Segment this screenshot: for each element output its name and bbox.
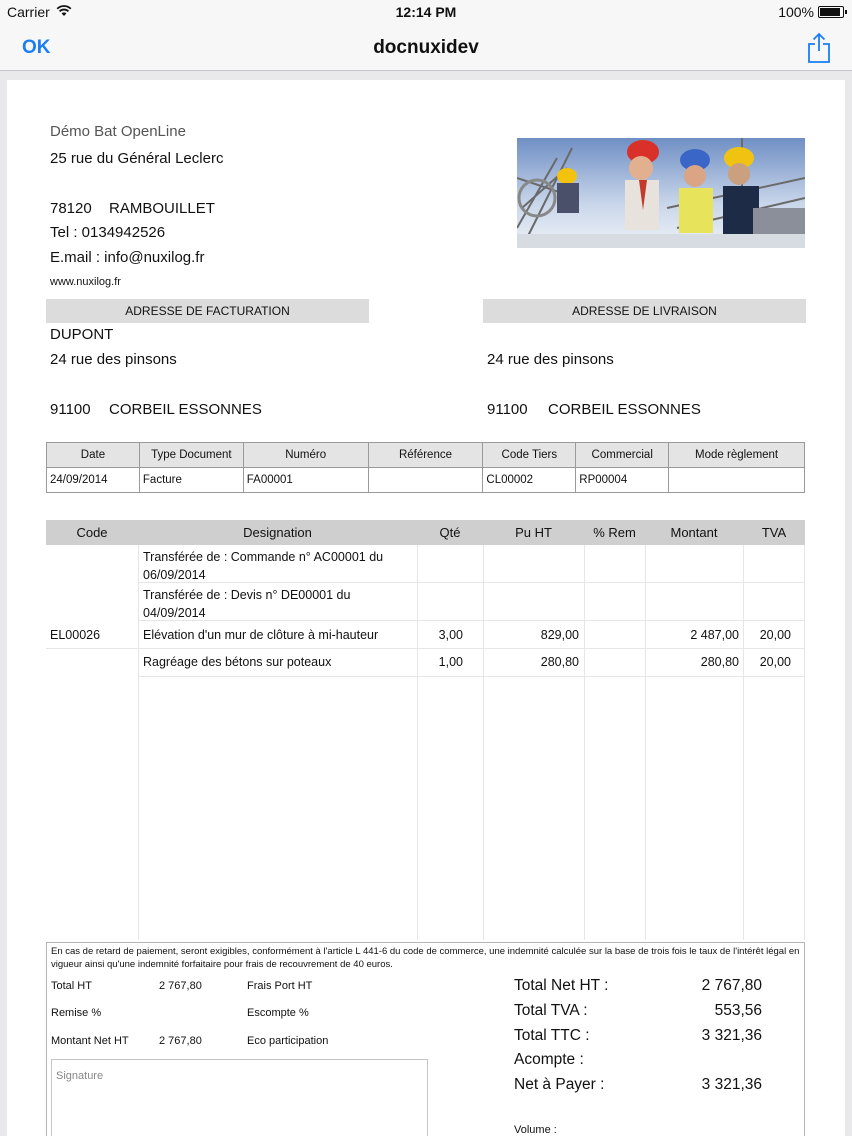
info-payment-mode <box>669 468 805 493</box>
line-items-header <box>46 520 805 545</box>
total-ttc-label: Total TTC : <box>514 1027 590 1044</box>
delivery-city: CORBEIL ESSONNES <box>548 401 701 418</box>
info-header-payment-mode: Mode règlement <box>669 443 805 468</box>
billing-address-header: ADRESSE DE FACTURATION <box>46 299 369 323</box>
line-code: EL00026 <box>50 628 101 642</box>
total-net-ht-label: Total Net HT : <box>514 977 609 994</box>
info-salesperson: RP00004 <box>576 468 669 493</box>
company-name: Démo Bat OpenLine <box>50 123 186 140</box>
net-amount-value: 2 767,80 <box>159 1035 202 1047</box>
share-icon[interactable] <box>806 32 832 64</box>
delivery-street: 24 rue des pinsons <box>487 351 614 368</box>
company-email: E.mail : info@nuxilog.fr <box>50 249 205 266</box>
volume-label: Volume : <box>514 1124 557 1136</box>
col-amount: Montant <box>670 525 718 540</box>
info-header-number: Numéro <box>243 443 368 468</box>
company-website: www.nuxilog.fr <box>50 276 121 288</box>
battery-percent: 100% <box>778 4 814 20</box>
line-vat: 20,00 <box>759 628 791 642</box>
billing-city: CORBEIL ESSONNES <box>109 401 262 418</box>
deposit-label: Acompte : <box>514 1051 584 1068</box>
total-net-ht-value: 2 767,80 <box>701 977 762 994</box>
invoice-document <box>7 80 845 1136</box>
info-header-salesperson: Commercial <box>576 443 669 468</box>
nav-title: docnuxidev <box>373 37 479 58</box>
discount-label: Remise % <box>51 1007 102 1019</box>
delivery-address-header: ADRESSE DE LIVRAISON <box>483 299 806 323</box>
total-ht-label: Total HT <box>51 980 92 992</box>
billing-zip: 91100 <box>50 401 91 418</box>
billing-name: DUPONT <box>50 326 114 343</box>
info-value-row <box>47 468 805 493</box>
shipping-cost-label: Frais Port HT <box>247 980 313 992</box>
line-unit-price: 280,80 <box>540 655 579 669</box>
col-designation: Designation <box>243 525 312 540</box>
company-street: 25 rue du Général Leclerc <box>50 150 224 167</box>
line-vat: 20,00 <box>759 655 791 669</box>
document-info-table <box>46 442 805 493</box>
total-vat-label: Total TVA : <box>514 1002 588 1019</box>
info-client-code: CL00002 <box>483 468 576 493</box>
company-city: RAMBOUILLET <box>109 200 215 217</box>
net-to-pay-value: 3 321,36 <box>701 1076 762 1093</box>
nav-bar <box>0 24 852 71</box>
col-unit-price: Pu HT <box>515 525 552 540</box>
company-logo-photo <box>517 138 805 248</box>
ok-button[interactable]: OK <box>22 37 51 58</box>
signature-label: Signature <box>56 1070 104 1082</box>
invoice-footer <box>46 942 805 1136</box>
col-code: Code <box>76 525 108 540</box>
net-to-pay-label: Net à Payer : <box>514 1076 605 1093</box>
total-ttc-value: 3 321,36 <box>701 1027 762 1044</box>
battery-icon <box>818 6 844 18</box>
legal-notice: En cas de retard de paiement, seront exigibles, conformément à l'article L 441-6 du code de commerce, une indemnité calculée sur la base de trois fois le taux de l'intérêt légal en vigueur ainsi qu'une indemnité forfaitaire pour frais de recouvrement de 40 euros. <box>51 946 800 970</box>
info-header-type: Type Document <box>139 443 243 468</box>
total-vat-value: 553,56 <box>714 1002 762 1019</box>
col-vat: TVA <box>761 525 787 540</box>
net-amount-label: Montant Net HT <box>51 1035 129 1047</box>
line-designation: Elévation d'un mur de clôture à mi-hauteur <box>143 628 379 642</box>
escompte-label: Escompte % <box>247 1007 309 1019</box>
info-date: 24/09/2014 <box>47 468 140 493</box>
line-unit-price: 829,00 <box>540 628 579 642</box>
line-amount: 280,80 <box>700 655 739 669</box>
company-zip: 78120 <box>50 200 92 217</box>
signature-box[interactable] <box>51 1059 428 1136</box>
eco-participation-label: Eco participation <box>247 1035 329 1047</box>
col-qty: Qté <box>439 525 461 540</box>
line-designation: Ragréage des bétons sur poteaux <box>143 655 332 669</box>
info-header-client-code: Code Tiers <box>483 443 576 468</box>
info-number: FA00001 <box>243 468 368 493</box>
billing-street: 24 rue des pinsons <box>50 351 177 368</box>
status-bar <box>0 0 852 24</box>
line-designation: Transférée de : Commande n° AC00001 du 06/09/2014 <box>143 550 384 582</box>
clock: 12:14 PM <box>395 4 457 20</box>
delivery-zip: 91100 <box>487 401 528 418</box>
line-qty: 3,00 <box>438 628 463 642</box>
info-type: Facture <box>139 468 243 493</box>
line-designation: Transférée de : Devis n° DE00001 du 04/09/2014 <box>143 588 351 620</box>
company-tel: Tel : 0134942526 <box>50 224 166 241</box>
line-qty: 1,00 <box>438 655 463 669</box>
line-items-table <box>46 520 805 940</box>
line-amount: 2 487,00 <box>690 628 739 642</box>
info-header-date: Date <box>47 443 140 468</box>
carrier-label: Carrier <box>7 4 50 20</box>
col-discount: % Rem <box>593 525 636 540</box>
info-header-reference: Référence <box>368 443 483 468</box>
info-reference <box>368 468 483 493</box>
total-ht-value: 2 767,80 <box>159 980 202 992</box>
info-header-row <box>47 443 805 468</box>
